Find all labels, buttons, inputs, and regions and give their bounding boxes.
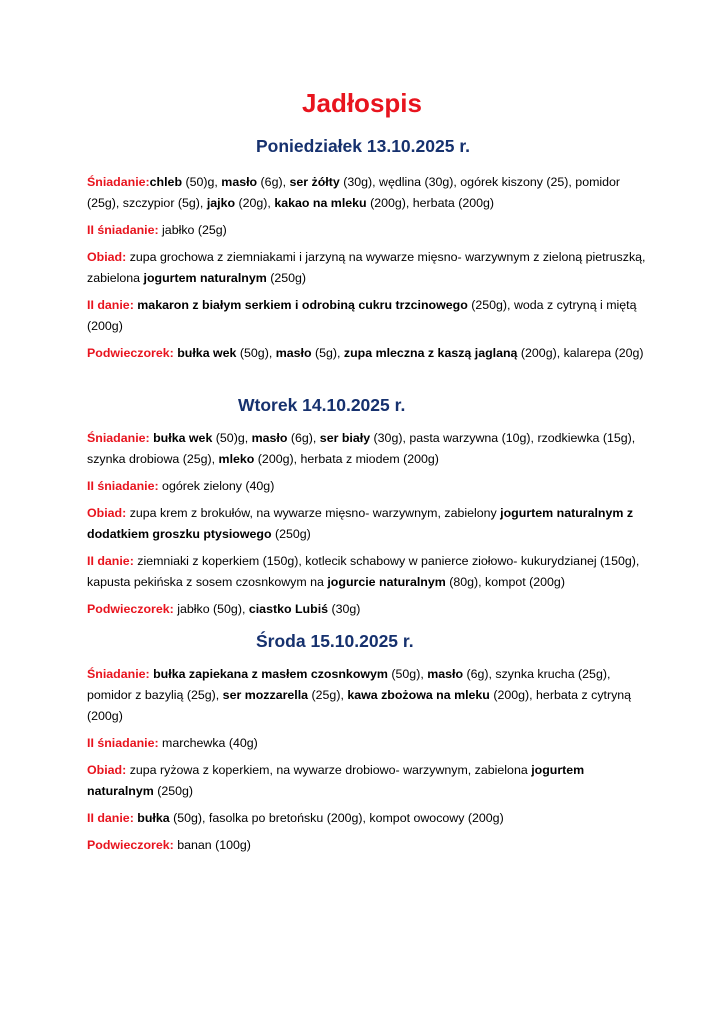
meal-afternoon-snack [87,343,647,364]
meal-item-bold: jogurtem naturalnym [87,763,585,798]
meal-text: (200g), kalarepa (20g) [517,346,644,360]
meal-text: (30g), pasta warzywna (10g), rzodkiewka (15g), szynka drobiowa (25g), [87,431,636,466]
meal-lunch-soup [87,760,647,802]
meal-label: Śniadanie: [87,667,150,681]
meal-item-bold: masło [251,431,288,445]
day-heading-monday: Poniedziałek 13.10.2025 r. [256,136,471,156]
meal-text: marchewka (40g) [158,736,258,750]
meal-second-breakfast [87,733,647,754]
meal-label: Obiad: [87,506,127,520]
meal-main-course [87,551,647,593]
meal-text: (250g) [271,527,311,541]
meal-text: banan (100g) [173,838,251,852]
meal-item-bold: bułka [137,811,170,825]
meal-text: (30g) [328,602,361,616]
meal-item-bold: masło [275,346,312,360]
meal-text: zupa ryżowa z koperkiem, na wywarze drobiowo- warzywnym, zabielona [126,763,532,777]
meal-breakfast [87,172,647,214]
meal-label: II danie: [87,811,134,825]
meal-text: ziemniaki z koperkiem (150g), kotlecik schabowy w panierce ziołowo- kukurydzianej (150g), kapusta pekińska z sosem czosnkowym na [87,554,640,589]
meal-text: (30g), wędlina (30g), ogórek kiszony (25), pomidor (25g), szczypior (5g), [87,175,621,210]
meal-item-bold: ser żółty [289,175,340,189]
meal-text: (250g) [153,784,194,798]
meal-item-bold: kawa zbożowa na mleku [347,688,490,702]
meal-text: (250g), woda z cytryną i miętą (200g) [87,298,637,333]
meal-item-bold: ciastko Lubiś [248,602,329,616]
meal-text: (6g), [287,431,320,445]
meal-item-bold: kakao na mleku [274,196,367,210]
meal-text: (200g), herbata z cytryną (200g) [87,688,632,723]
meal-text: jabłko (50g), [173,602,249,616]
meal-text: (80g), kompot (200g) [445,575,565,589]
meal-text: (6g), szynka krucha (25g), pomidor z bazylią (25g), [87,667,611,702]
meal-text: (20g), [235,196,275,210]
meal-item-bold: masło [221,175,258,189]
meal-lunch-soup [87,503,647,545]
meal-breakfast [87,664,647,727]
meal-item-bold: ser mozzarella [222,688,309,702]
meal-text: (50)g, [212,431,252,445]
meal-afternoon-snack [87,835,647,856]
meal-second-breakfast [87,220,647,241]
meal-item-bold: jogurtem naturalnym [143,271,267,285]
meal-item-bold: masło [427,667,464,681]
meal-label: Podwieczorek: [87,602,174,616]
meal-item-bold: jogurcie naturalnym [327,575,446,589]
meal-label: II danie: [87,554,134,568]
meal-lunch-soup [87,247,647,289]
meal-text: (50g), [236,346,276,360]
meal-label: Śniadanie: [87,431,150,445]
meal-label: II śniadanie: [87,736,159,750]
meal-breakfast [87,428,647,470]
meal-item-bold: jogurtem naturalnym z dodatkiem groszku ptysiowego [87,506,634,541]
meal-item-bold: jajko [206,196,236,210]
meal-text: (200g), herbata (200g) [366,196,495,210]
meal-text: (50g), fasolka po bretońsku (200g), kompot owocowy (200g) [169,811,504,825]
meal-text: (250g) [266,271,307,285]
meal-label: Podwieczorek: [87,838,174,852]
meal-text: (50g), [387,667,428,681]
meal-label: Obiad: [87,250,127,264]
meal-label: II śniadanie: [87,223,159,237]
meal-label: Obiad: [87,763,127,777]
meal-label: II śniadanie: [87,479,159,493]
page-title: Jadłospis [302,88,422,118]
meal-text: jabłko (25g) [158,223,227,237]
meal-text: ogórek zielony (40g) [158,479,275,493]
meal-text: (5g), [311,346,344,360]
meal-item-bold: zupa mleczna z kaszą jaglaną [343,346,518,360]
meal-item-bold: bułka zapiekana z masłem czosnkowym [153,667,388,681]
day-heading-wednesday: Środa 15.10.2025 r. [256,631,414,651]
meal-item-bold: mleko [218,452,255,466]
meal-label: II danie: [87,298,134,312]
meal-item-bold: bułka wek [177,346,237,360]
meal-text: (25g), [308,688,348,702]
meal-item-bold: bułka wek [153,431,213,445]
meal-label: Podwieczorek: [87,346,174,360]
meal-label: Śniadanie: [87,175,150,189]
meal-text: (50)g, [182,175,222,189]
meal-text: (200g), herbata z miodem (200g) [254,452,439,466]
meal-text: (6g), [257,175,290,189]
meal-item-bold: chleb [149,175,183,189]
meal-item-bold: makaron z białym serkiem i odrobiną cukru trzcinowego [137,298,468,312]
meal-text: zupa krem z brokułów, na wywarze mięsno- warzywnym, zabielony [126,506,501,520]
meal-main-course [87,808,647,829]
day-heading-tuesday: Wtorek 14.10.2025 r. [238,395,406,415]
meal-main-course [87,295,647,337]
meal-second-breakfast [87,476,647,497]
meal-item-bold: ser biały [319,431,371,445]
meal-text: zupa grochowa z ziemniakami i jarzyną na wywarze mięsno- warzywnym z zieloną pietruszką, zabielona [87,250,646,285]
meal-afternoon-snack [87,599,647,620]
